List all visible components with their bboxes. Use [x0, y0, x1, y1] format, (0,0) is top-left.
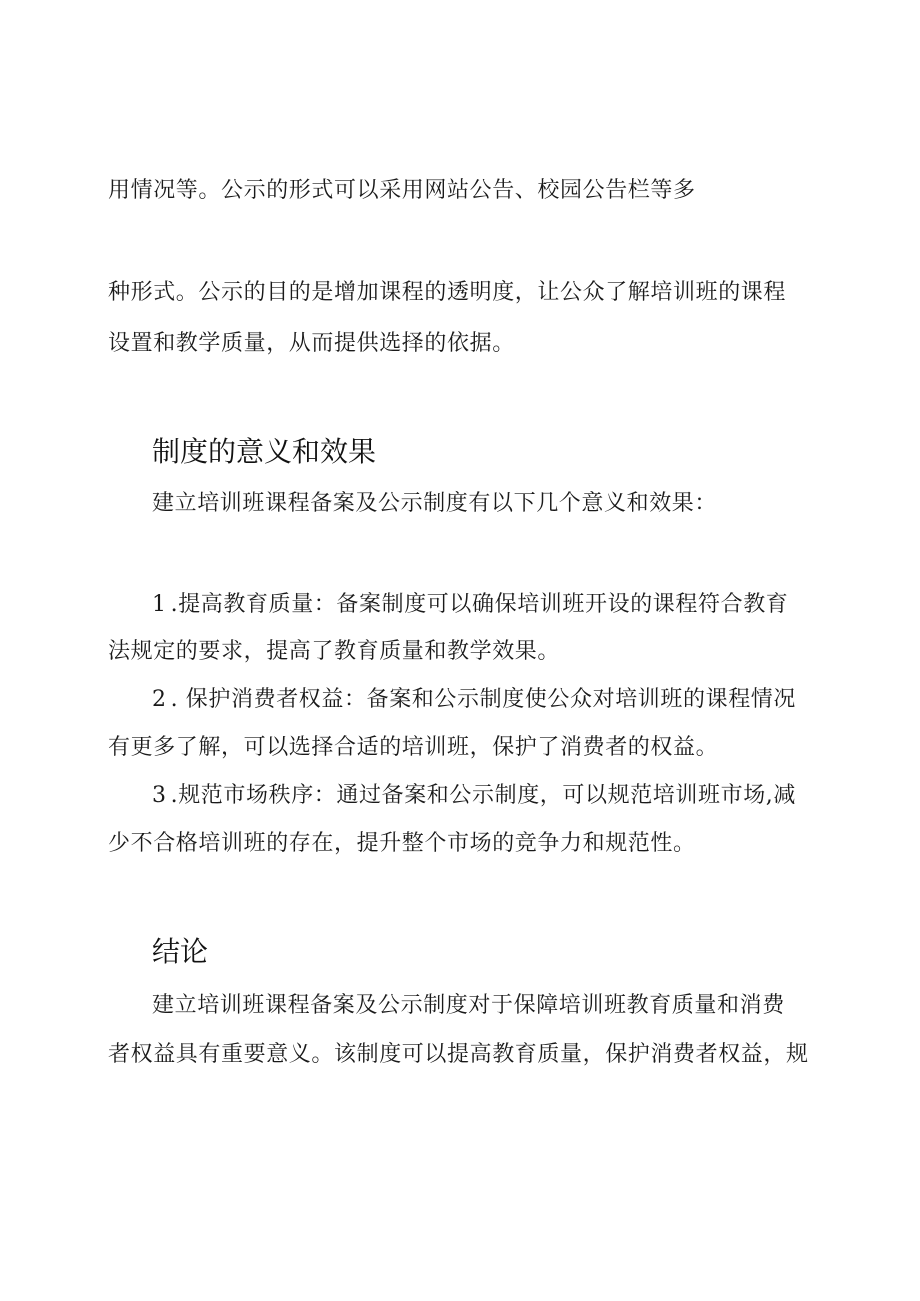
conclusion-line-2: 者权益具有重要意义。该制度可以提高教育质量，保护消费者权益，规: [108, 1042, 809, 1067]
section-intro: 建立培训班课程备案及公示制度有以下几个意义和效果：: [152, 491, 718, 516]
section-heading-significance: 制度的意义和效果: [152, 435, 377, 468]
list-item-1-line-1: [152, 590, 788, 620]
paragraph-line: 用情况等。公示的形式可以采用网站公告、校园公告栏等多: [108, 178, 696, 203]
list-item-3-line-1: [152, 781, 796, 811]
list-item-1-line-2: 法规定的要求，提高了教育质量和教学效果。: [108, 639, 561, 664]
list-item-number: 1: [152, 592, 167, 617]
list-item-3-line-2: 少不合格培训班的存在，提升整个市场的竞争力和规范性。: [108, 831, 696, 856]
list-item-number: 2: [152, 687, 167, 712]
conclusion-line-1: 建立培训班课程备案及公示制度对于保障培训班教育质量和消费: [152, 993, 785, 1018]
paragraph-line: 设置和教学质量，从而提供选择的依据。: [108, 331, 515, 356]
list-item-2-line-2: 有更多了解，可以选择合适的培训班，保护了消费者的权益。: [108, 735, 719, 760]
list-item-2-line-1: [152, 685, 796, 715]
list-item-text: .规范市场秩序：通过备案和公示制度，可以规范培训班市场,减: [170, 783, 796, 808]
paragraph-line: 种形式。公示的目的是增加课程的透明度，让公众了解培训班的课程: [108, 280, 787, 305]
section-heading-conclusion: 结论: [152, 935, 209, 968]
list-item-text: . 保护消费者权益：备案和公示制度使公众对培训班的课程情况: [170, 687, 796, 712]
list-item-number: 3: [152, 783, 167, 808]
list-item-text: .提高教育质量：备案制度可以确保培训班开设的课程符合教育: [170, 592, 789, 617]
